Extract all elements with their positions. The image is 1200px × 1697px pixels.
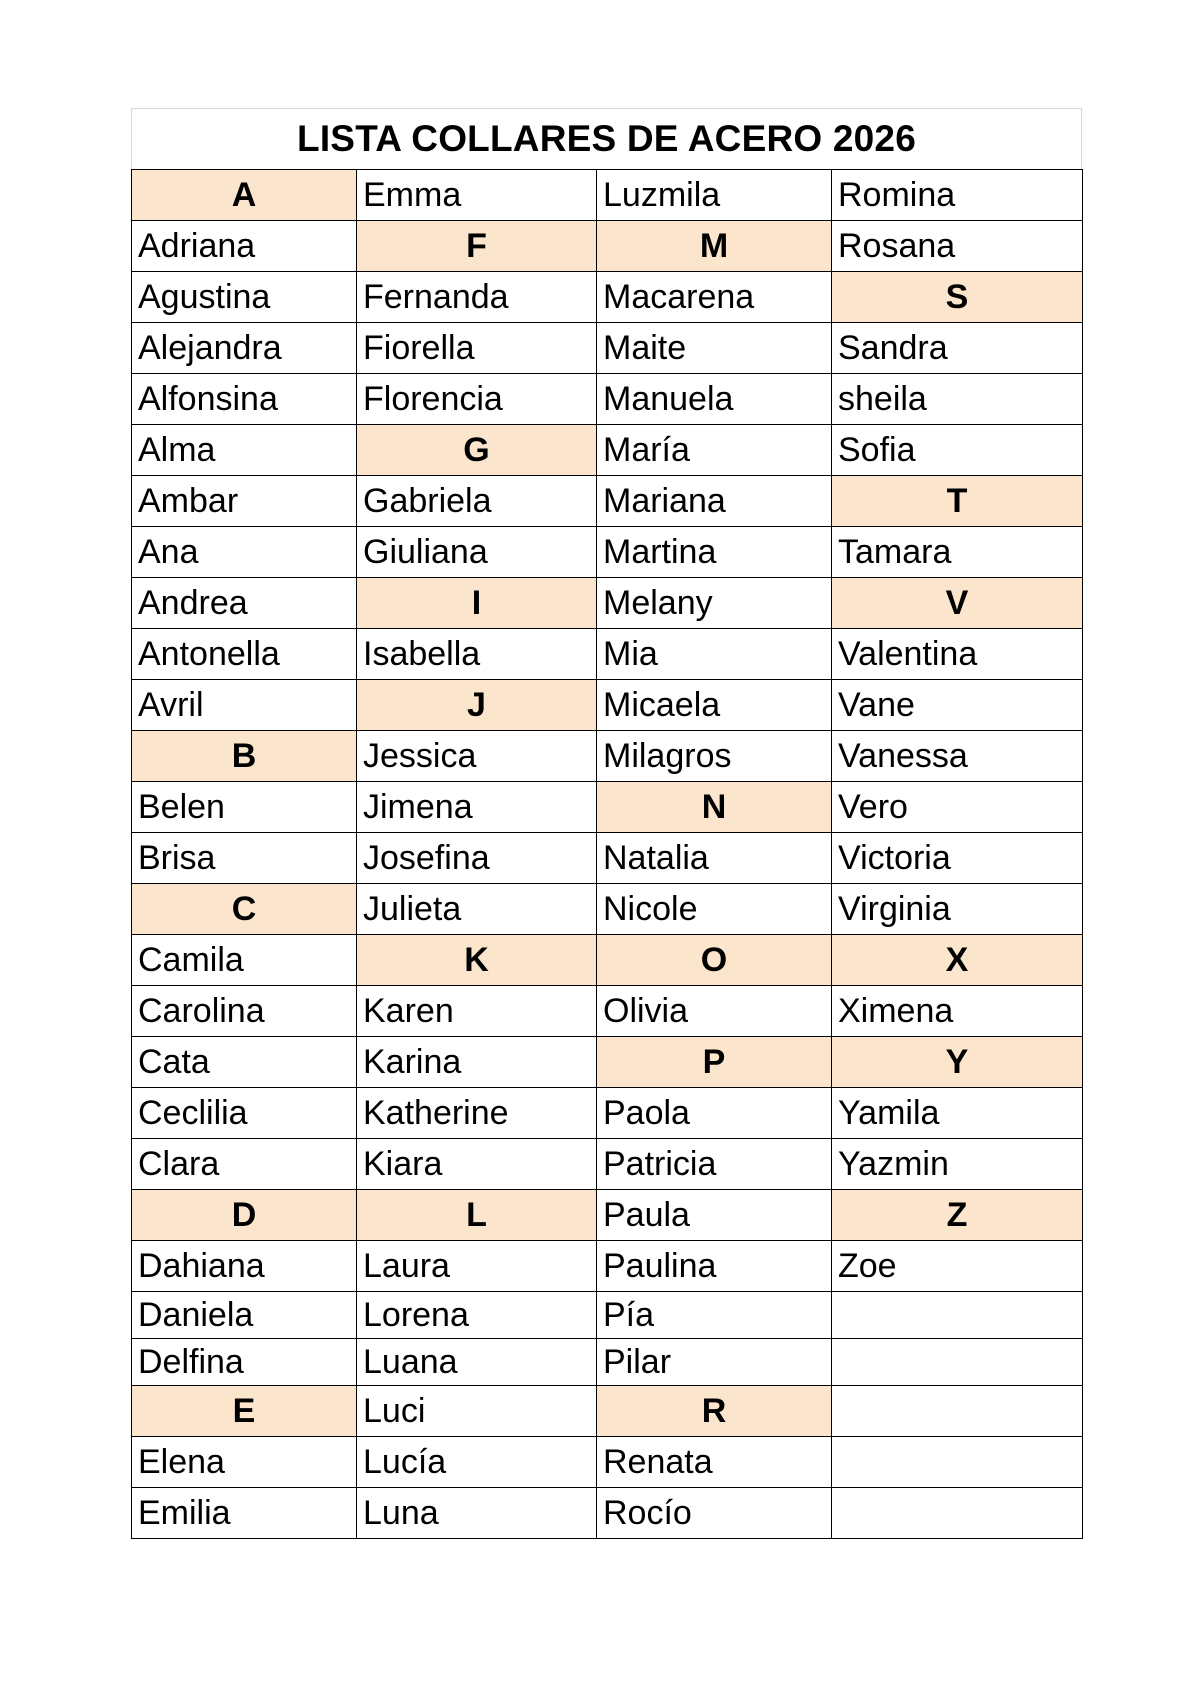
name-cell: Luana: [357, 1339, 597, 1386]
name-cell: Patricia: [597, 1139, 832, 1190]
name-cell: Gabriela: [357, 476, 597, 527]
letter-header-cell: L: [357, 1190, 597, 1241]
name-cell: Dahiana: [132, 1241, 357, 1292]
name-cell: Sofia: [832, 425, 1083, 476]
name-cell: Kiara: [357, 1139, 597, 1190]
name-cell: Luna: [357, 1488, 597, 1539]
name-cell: Vane: [832, 680, 1083, 731]
name-cell: Emilia: [132, 1488, 357, 1539]
letter-header-cell: G: [357, 425, 597, 476]
name-cell: Melany: [597, 578, 832, 629]
name-cell: Ceclilia: [132, 1088, 357, 1139]
table-row: [132, 323, 1083, 374]
letter-header-cell: T: [832, 476, 1083, 527]
table-row: [132, 1139, 1083, 1190]
name-cell: Yamila: [832, 1088, 1083, 1139]
table-row: [132, 1292, 1083, 1339]
letter-header-cell: O: [597, 935, 832, 986]
table-row: [132, 578, 1083, 629]
name-cell: Daniela: [132, 1292, 357, 1339]
name-cell: Karina: [357, 1037, 597, 1088]
name-cell: Sandra: [832, 323, 1083, 374]
table-row: [132, 1088, 1083, 1139]
table-row: [132, 221, 1083, 272]
name-cell: Laura: [357, 1241, 597, 1292]
name-cell: Jessica: [357, 731, 597, 782]
letter-header-cell: D: [132, 1190, 357, 1241]
table-row: [132, 986, 1083, 1037]
table-row: [132, 782, 1083, 833]
name-cell: Zoe: [832, 1241, 1083, 1292]
name-cell: Macarena: [597, 272, 832, 323]
name-cell: Antonella: [132, 629, 357, 680]
name-cell: Renata: [597, 1437, 832, 1488]
name-cell: Katherine: [357, 1088, 597, 1139]
page-title: LISTA COLLARES DE ACERO 2026: [131, 108, 1082, 169]
table-row: [132, 731, 1083, 782]
letter-header-cell: N: [597, 782, 832, 833]
table-row: [132, 1437, 1083, 1488]
name-cell: Martina: [597, 527, 832, 578]
name-cell: Rocío: [597, 1488, 832, 1539]
table-row: [132, 833, 1083, 884]
name-cell: Camila: [132, 935, 357, 986]
table-row: [132, 1339, 1083, 1386]
name-list-sheet: [131, 108, 1082, 1539]
name-cell: Fernanda: [357, 272, 597, 323]
name-cell: Paula: [597, 1190, 832, 1241]
name-cell: Pía: [597, 1292, 832, 1339]
name-cell: Avril: [132, 680, 357, 731]
table-row: [132, 374, 1083, 425]
name-cell: Romina: [832, 170, 1083, 221]
letter-header-cell: F: [357, 221, 597, 272]
letter-header-cell: M: [597, 221, 832, 272]
letter-header-cell: E: [132, 1386, 357, 1437]
table-row: [132, 935, 1083, 986]
letter-header-cell: J: [357, 680, 597, 731]
name-cell: Isabella: [357, 629, 597, 680]
name-cell: Yazmin: [832, 1139, 1083, 1190]
letter-header-cell: K: [357, 935, 597, 986]
name-cell: Alma: [132, 425, 357, 476]
name-cell: Vanessa: [832, 731, 1083, 782]
name-cell: Delfina: [132, 1339, 357, 1386]
name-cell: Luzmila: [597, 170, 832, 221]
name-cell: Giuliana: [357, 527, 597, 578]
name-cell: Maite: [597, 323, 832, 374]
letter-header-cell: P: [597, 1037, 832, 1088]
table-row: [132, 1488, 1083, 1539]
name-cell: Micaela: [597, 680, 832, 731]
name-cell: Virginia: [832, 884, 1083, 935]
name-cell: Fiorella: [357, 323, 597, 374]
table-row: [132, 884, 1083, 935]
name-cell: Emma: [357, 170, 597, 221]
name-cell: Karen: [357, 986, 597, 1037]
letter-header-cell: Z: [832, 1190, 1083, 1241]
name-cell: Lucía: [357, 1437, 597, 1488]
table-row: [132, 272, 1083, 323]
empty-cell: [832, 1488, 1083, 1539]
table-row: [132, 170, 1083, 221]
table-row: [132, 527, 1083, 578]
table-row: [132, 425, 1083, 476]
name-cell: Rosana: [832, 221, 1083, 272]
table-row: [132, 1386, 1083, 1437]
name-cell: sheila: [832, 374, 1083, 425]
name-cell: Alejandra: [132, 323, 357, 374]
name-cell: Manuela: [597, 374, 832, 425]
letter-header-cell: Y: [832, 1037, 1083, 1088]
table-row: [132, 1190, 1083, 1241]
name-cell: Alfonsina: [132, 374, 357, 425]
name-cell: Mariana: [597, 476, 832, 527]
name-cell: Adriana: [132, 221, 357, 272]
letter-header-cell: V: [832, 578, 1083, 629]
names-table: [131, 169, 1083, 1539]
letter-header-cell: X: [832, 935, 1083, 986]
name-cell: Pilar: [597, 1339, 832, 1386]
name-cell: Nicole: [597, 884, 832, 935]
name-cell: Victoria: [832, 833, 1083, 884]
name-cell: Florencia: [357, 374, 597, 425]
letter-header-cell: S: [832, 272, 1083, 323]
name-cell: Julieta: [357, 884, 597, 935]
letter-header-cell: C: [132, 884, 357, 935]
name-cell: Natalia: [597, 833, 832, 884]
name-cell: Milagros: [597, 731, 832, 782]
name-cell: Cata: [132, 1037, 357, 1088]
letter-header-cell: B: [132, 731, 357, 782]
empty-cell: [832, 1292, 1083, 1339]
name-cell: Tamara: [832, 527, 1083, 578]
empty-cell: [832, 1437, 1083, 1488]
name-cell: Olivia: [597, 986, 832, 1037]
name-cell: Jimena: [357, 782, 597, 833]
name-cell: Paulina: [597, 1241, 832, 1292]
name-cell: Carolina: [132, 986, 357, 1037]
name-cell: Paola: [597, 1088, 832, 1139]
letter-header-cell: R: [597, 1386, 832, 1437]
empty-cell: [832, 1339, 1083, 1386]
name-cell: Elena: [132, 1437, 357, 1488]
table-row: [132, 629, 1083, 680]
name-cell: Agustina: [132, 272, 357, 323]
name-cell: Ximena: [832, 986, 1083, 1037]
name-cell: Belen: [132, 782, 357, 833]
name-cell: Luci: [357, 1386, 597, 1437]
name-cell: Clara: [132, 1139, 357, 1190]
table-row: [132, 476, 1083, 527]
name-cell: Ana: [132, 527, 357, 578]
name-cell: María: [597, 425, 832, 476]
table-row: [132, 1241, 1083, 1292]
name-cell: Mia: [597, 629, 832, 680]
name-cell: Brisa: [132, 833, 357, 884]
table-row: [132, 1037, 1083, 1088]
name-cell: Vero: [832, 782, 1083, 833]
letter-header-cell: A: [132, 170, 357, 221]
name-cell: Lorena: [357, 1292, 597, 1339]
name-cell: Valentina: [832, 629, 1083, 680]
name-cell: Josefina: [357, 833, 597, 884]
name-cell: Ambar: [132, 476, 357, 527]
empty-cell: [832, 1386, 1083, 1437]
table-row: [132, 680, 1083, 731]
letter-header-cell: I: [357, 578, 597, 629]
name-cell: Andrea: [132, 578, 357, 629]
